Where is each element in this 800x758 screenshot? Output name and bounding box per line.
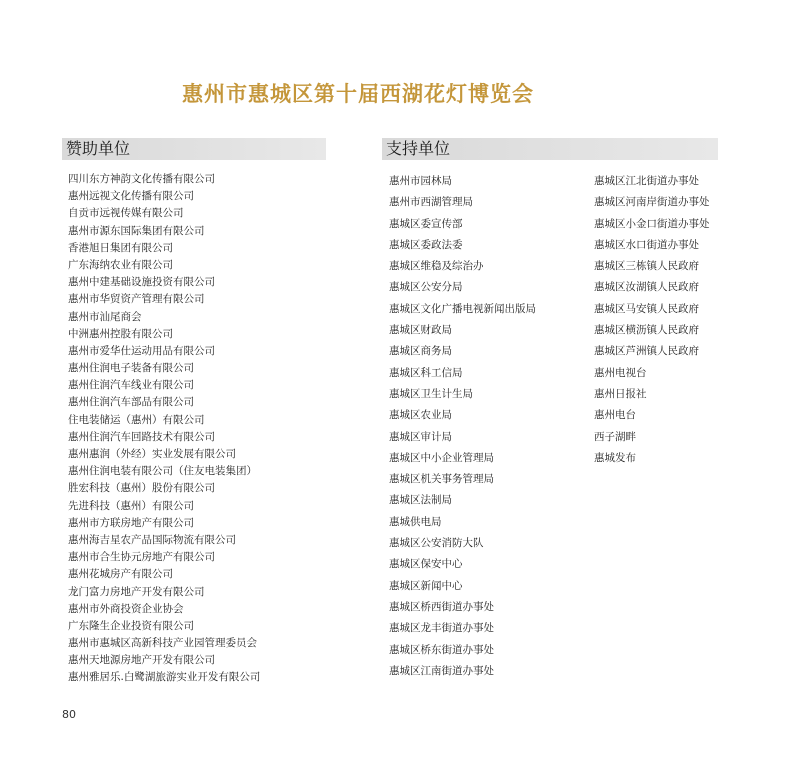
support-item: 惠城区桥西街道办事处 — [389, 600, 494, 613]
sponsor-item: 惠州天地源房地产开发有限公司 — [68, 654, 215, 667]
support-item: 惠城区小金口街道办事处 — [594, 217, 710, 230]
support-item: 惠城区商务局 — [389, 345, 452, 358]
sponsor-item: 惠州住润汽车回路技术有限公司 — [68, 430, 215, 443]
support-item: 惠州日报社 — [594, 387, 647, 400]
support-item: 惠城区审计局 — [389, 430, 452, 443]
support-item: 惠城区河南岸街道办事处 — [594, 196, 710, 209]
sponsor-item: 四川东方神韵文化传播有限公司 — [68, 173, 215, 185]
sponsor-item: 惠州住润汽车线业有限公司 — [68, 379, 194, 392]
support-item: 惠城区马安镇人民政府 — [594, 302, 699, 315]
sponsor-item: 惠州住润电装有限公司（住友电装集团） — [68, 465, 257, 478]
sponsor-item: 自贡市远视传媒有限公司 — [68, 207, 184, 220]
sponsor-item: 惠州中建基础设施投资有限公司 — [68, 276, 215, 289]
sponsor-item: 惠州市源东国际集团有限公司 — [68, 224, 205, 237]
sponsor-item: 惠州住润汽车部品有限公司 — [68, 396, 194, 409]
sponsor-item: 惠州市汕尾商会 — [68, 310, 142, 323]
sponsor-item: 惠州市华贸资产管理有限公司 — [68, 293, 205, 306]
sponsor-item: 惠州市爱华仕运动用品有限公司 — [68, 344, 215, 357]
sponsor-item: 惠州市方联房地产有限公司 — [68, 516, 194, 529]
sponsor-item: 惠州市合生协元房地产有限公司 — [68, 551, 215, 564]
support-heading: 支持单位 — [382, 138, 718, 160]
page-title: 惠州市惠城区第十届西湖花灯博览会 — [182, 82, 534, 106]
support-item: 惠城区芦洲镇人民政府 — [594, 345, 699, 358]
support-item: 惠城区机关事务管理局 — [389, 473, 494, 486]
support-item: 惠城区横沥镇人民政府 — [594, 324, 699, 337]
support-item: 惠城区江北街道办事处 — [594, 175, 699, 187]
support-item: 惠城区委政法委 — [389, 238, 463, 251]
sponsor-item: 广东隆生企业投资有限公司 — [68, 619, 194, 632]
support-item: 惠城区农业局 — [389, 409, 452, 422]
sponsor-item: 先进科技（惠州）有限公司 — [68, 499, 194, 512]
support-item: 惠城供电局 — [389, 515, 442, 528]
support-item: 惠城区文化广播电视新闻出版局 — [389, 302, 536, 315]
sponsor-item: 住电装储运（惠州）有限公司 — [68, 413, 205, 426]
sponsor-item: 惠州惠润（外经）实业发展有限公司 — [68, 448, 236, 460]
page-number: 80 — [62, 708, 76, 721]
support-item: 惠城区维稳及综治办 — [389, 260, 484, 273]
sponsor-item: 惠州海吉星农产品国际物流有限公司 — [68, 533, 236, 546]
support-item: 惠城区财政局 — [389, 324, 452, 337]
sponsor-item: 广东海纳农业有限公司 — [68, 258, 173, 271]
support-item: 惠城区保安中心 — [389, 558, 463, 571]
support-item: 惠城区卫生计生局 — [389, 387, 473, 400]
sponsor-item: 龙门富力房地产开发有限公司 — [68, 585, 205, 598]
support-item: 惠城区江南街道办事处 — [389, 664, 494, 677]
support-item: 惠州电台 — [594, 409, 636, 422]
sponsor-item: 惠州住润电子装备有限公司 — [68, 362, 194, 375]
sponsor-item: 惠州市惠城区高新科技产业园管理委员会 — [68, 637, 257, 650]
support-item: 惠城区中小企业管理局 — [389, 451, 494, 464]
support-list-column-1 — [389, 171, 536, 682]
sponsor-item: 惠州远视文化传播有限公司 — [68, 190, 194, 203]
sponsor-item: 胜宏科技（惠州）股份有限公司 — [68, 482, 215, 495]
support-item: 惠州电视台 — [594, 366, 647, 379]
support-item: 惠城发布 — [594, 451, 636, 464]
support-item: 惠城区汝湖镇人民政府 — [594, 281, 699, 294]
support-item: 惠城区新闻中心 — [389, 579, 463, 592]
support-item: 惠城区水口街道办事处 — [594, 238, 699, 251]
support-item: 惠城区三栋镇人民政府 — [594, 260, 699, 273]
sponsor-item: 惠州市外商投资企业协会 — [68, 602, 184, 615]
support-item: 惠州市园林局 — [389, 175, 452, 187]
support-item: 惠城区公安消防大队 — [389, 537, 484, 550]
support-item: 惠州市西湖管理局 — [389, 196, 473, 209]
support-item: 惠城区法制局 — [389, 494, 452, 507]
support-item: 惠城区委宣传部 — [389, 217, 463, 230]
support-list-column-2 — [594, 171, 710, 469]
sponsor-list — [68, 171, 260, 687]
sponsor-item: 惠州雅居乐.白鹭湖旅游实业开发有限公司 — [68, 671, 261, 684]
support-item: 惠城区龙丰街道办事处 — [389, 622, 494, 635]
sponsor-item: 香港旭日集团有限公司 — [68, 241, 173, 254]
support-item: 惠城区公安分局 — [389, 281, 463, 294]
sponsor-item: 惠州花城房产有限公司 — [68, 568, 173, 581]
support-item: 惠城区桥东街道办事处 — [389, 643, 494, 656]
sponsor-item: 中洲惠州控股有限公司 — [68, 327, 173, 340]
sponsor-heading: 赞助单位 — [62, 138, 326, 160]
support-item: 西子湖畔 — [594, 430, 636, 443]
support-item: 惠城区科工信局 — [389, 366, 463, 379]
